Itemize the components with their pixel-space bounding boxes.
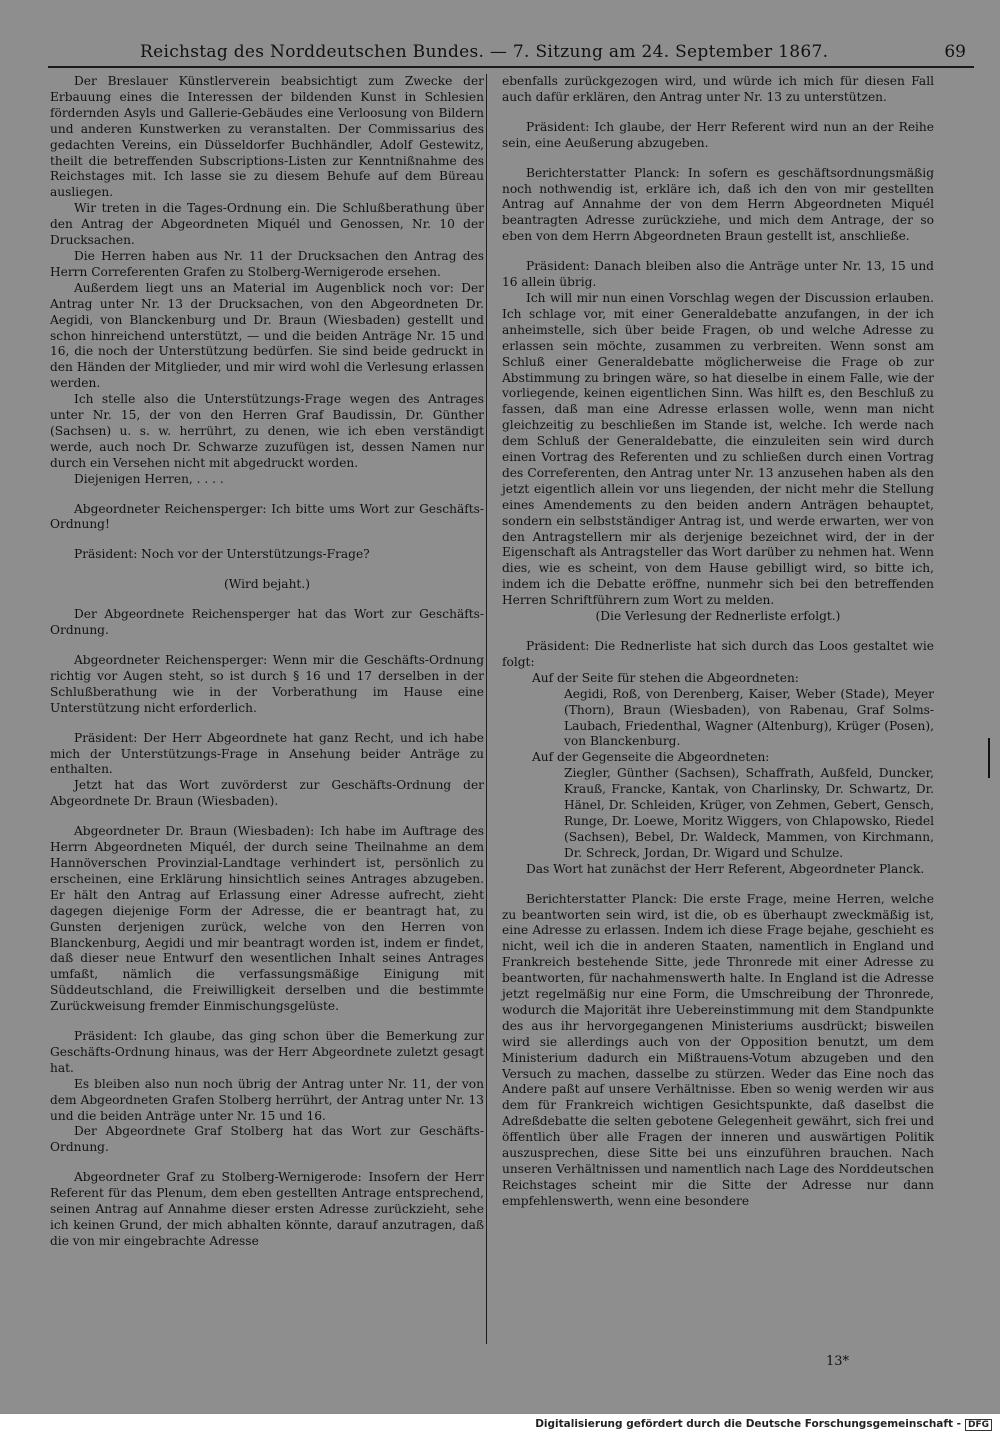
paragraph: Der Abgeordnete Reichensperger hat das Wort zur Geschäfts-Ordnung. [50,607,484,638]
stage-direction: (Die Verlesung der Rednerliste erfolgt.) [595,609,841,624]
list-heading: Auf der Seite für stehen die Abgeordneten: [532,670,799,685]
paragraph: Präsident: Ich glaube, das ging schon über die Bemerkung zur Geschäfts-Ordnung hinaus, was der Herr Abgeordnete zuletzt gesagt hat. [50,1029,484,1075]
paragraph: Die Herren haben aus Nr. 11 der Drucksachen den Antrag des Herrn Correferenten Grafen zu Stolberg-Wernigerode ersehen. [50,248,484,279]
paragraph: Präsident: Noch vor der Unterstützungs-Frage? [74,547,370,562]
paragraph: Ich will mir nun einen Vorschlag wegen der Discussion erlauben. Ich schlage vor, mit einer Generaldebatte anzufangen, in der ich anheimstelle, sich über beide Fragen, ob und welche Adresse zu erlassen sein möchte, zusammen zu verbreiten. Wenn sonst am Schluß einer Generaldebatte möglicherweise die Frage ob zur Abstimmung zu bringen wäre, so hat dieselbe in einem Falle, wie der vorliegende, keinen eigentlichen Sinn. Was hilft es, den Beschluß zu fassen, daß man eine Adresse erlassen wolle, wenn man nicht gleichzeitig zu beschließen im Stande ist, welche. Ich werde nach dem Schluß der Generaldebatte, die einzuleiten sein wird durch einen Vortrag des Referenten und zu schließen durch einen Vortrag des Correferenten, den Antrag unter Nr. 13 anzusehen haben als den jetzt eigentlich allein vor uns liegenden, der nicht mehr die Stellung eines Amendements zu den beiden andern Anträgen behauptet, sondern ein selbstständiger Antrag ist, und werde erwarten, wer von den Antragstellern mir als derjenige bezeichnet wird, der in der Eigenschaft als Antragsteller das Wort darüber zu nehmen hat. Wenn dies, wie es scheint, von dem Hause gebilligt wird, so bitte ich, indem ich die Debatte eröffne, nunmehr sich bei den betreffenden Herren Schriftführern zum Wort zu melden. [502,290,934,608]
paragraph: Wir treten in die Tages-Ordnung ein. Die Schlußberathung über den Antrag der Abgeordneten Miquél und Genossen, Nr. 10 der Drucksachen. [50,201,484,248]
paragraph: Außerdem liegt uns an Material im Augenblick noch vor: Der Antrag unter Nr. 13 der Drucksachen, von den Abgeordneten Dr. Aegidi, von Blanckenburg und Dr. Braun (Wiesbaden) gestellt und schon hinreichend unterstützt, — und die beiden Anträge Nr. 15 und 16, die noch der Unterstützung bedürfen. Sie sind beide gedruckt in den Händen der Mitglieder, und mir wird wohl die Verlesung erlassen werden. [50,280,484,391]
paragraph: Der Breslauer Künstlerverein beabsichtigt zum Zwecke der Erbauung eines die Interessen der bildenden Kunst in Schlesien fördernden Asyls und Gallerie-Gebäudes eine Verloosung von Bildern und anderen Kunstwerken zu veranstalten. Der Commissarius des gedachten Vereins, ein Düsseldorfer Buchhändler, Adolf Gestewitz, theilt die betreffenden Subscriptions-Listen zur Kenntnißnahme des Reichstages mit. Ich lasse sie zu diesem Behufe auf dem Büreau ausliegen. [50,74,484,200]
paragraph: Es bleiben also nun noch übrig der Antrag unter Nr. 11, der von dem Abgeordneten Grafen Stolberg herrührt, der Antrag unter Nr. 13 und die beiden Anträge unter Nr. 15 und 16. [50,1076,484,1123]
paragraph: Der Abgeordnete Graf Stolberg hat das Wort zur Geschäfts-Ordnung. [50,1124,484,1155]
stage-direction: (Wird bejaht.) [224,577,310,592]
paragraph: Berichterstatter Planck: In sofern es geschäftsordnungsmäßig noch nothwendig ist, erkläre ich, daß ich den von mir gestellten Antrag auf Annahme der von dem Herrn Abgeordneten Miquél beantragten Adresse zurückziehe, und mich dem Antrage, der so eben von dem Herrn Abgeordneten Braun gestellt ist, anschließe. [502,165,934,244]
digitization-footer [535,1418,992,1431]
running-header [40,42,970,66]
paragraph: ebenfalls zurückgezogen wird, und würde ich mich für diesen Fall auch dafür erklären, den Antrag unter Nr. 13 zu unterstützen. [502,74,934,104]
margin-mark [988,738,990,778]
paragraph: Präsident: Ich glaube, der Herr Referent wird nun an der Reihe sein, eine Aeußerung abzugeben. [502,119,934,150]
speaker-list-for: Aegidi, Roß, von Derenberg, Kaiser, Weber (Stade), Meyer (Thorn), Braun (Wiesbaden), von Rabenau, Graf Solms-Laubach, Friedenthal, Wagner (Altenburg), Krüger (Posen), von Blanckenburg. [564,686,934,749]
paragraph: Ich stelle also die Unterstützungs-Frage wegen des Antrages unter Nr. 15, der von den Herren Graf Baudissin, Dr. Günther (Sachsen) u. s. w. herrührt, zu denen, wie ich eben verständigt werde, auch noch Dr. Schwarze zuzufügen ist, dessen Namen nur durch ein Versehen nicht mit abgedruckt worden. [50,392,484,470]
list-heading: Auf der Gegenseite die Abgeordneten: [532,750,770,765]
header-title: Reichstag des Norddeutschen Bundes. — 7. Sitzung am 24. September 1867. [140,42,829,62]
paragraph: Berichterstatter Planck: Die erste Frage, meine Herren, welche zu beantworten sein wird, ist die, ob es überhaupt zweckmäßig ist, eine Adresse zu erlassen. Indem ich diese Frage bejahe, geschieht es nicht, weil ich die in anderen Staaten, namentlich in England und Frankreich bestehende Sitte, jede Thronrede mit einer Adresse zu beantworten, für nachahmenswerth halte. In England ist die Adresse jetzt regelmäßig nur eine Form, die Umschreibung der Thronrede, wodurch die Majorität ihre Uebereinstimmung mit dem Standpunkte des aus ihr hervorgegangenen Ministeriums ausdrückt; bisweilen wird sie allerdings auch von der Opposition benutzt, um dem Ministerium dadurch ein Mißtrauens-Votum abzugeben und den Versuch zu machen, dasselbe zu stürzen. Weder das Eine noch das Andere paßt auf unsere Verhältnisse. Eben so wenig werden wir aus dem für Frankreich wichtigen Gesichtspunkte, daß daselbst die Adreßdebatte die selten gebotene Gelegenheit gewährt, sich frei und öffentlich über alle Fragen der inneren und auswärtigen Politik auszusprechen, diese Sitte bei uns einzuführen brauchen. Nach unseren Verhältnissen und namentlich nach Lage des Norddeutschen Reichstages scheint mir die Sitte der Adresse nur dann empfehlenswerth, wenn eine besondere [502,891,934,1208]
paragraph: Das Wort hat zunächst der Herr Referent, Abgeordneter Planck. [526,861,925,876]
column-divider [486,74,487,1344]
paragraph: Präsident: Die Rednerliste hat sich durch das Loos gestaltet wie folgt: [502,639,934,669]
paragraph: Abgeordneter Reichensperger: Wenn mir die Geschäfts-Ordnung richtig vor Augen steht, so ist durch § 16 und 17 derselben in der Schlußberathung wie in der Vorberathung im Hause eine Unterstützung nicht erforderlich. [50,653,484,715]
paragraph: Jetzt hat das Wort zuvörderst zur Geschäfts-Ordnung der Abgeordnete Dr. Braun (Wiesbaden). [50,778,484,809]
paragraph: Abgeordneter Reichensperger: Ich bitte ums Wort zur Geschäfts-Ordnung! [50,501,484,532]
header-rule [48,66,974,68]
paragraph: Abgeordneter Dr. Braun (Wiesbaden): Ich habe im Auftrage des Herrn Abgeordneten Miquél, der durch seine Theilnahme an dem Hannöverschen Provinzial-Landtage verhindert ist, persönlich zu erscheinen, eine Erklärung hinsichtlich seines Antrages abzugeben. Er hält den Antrag auf Erlassung einer Adresse aufrecht, zieht dagegen diejenige Form der Adresse, die er beantragt hat, zu Gunsten derjenigen zurück, welche von den Herren von Blanckenburg, Aegidi und mir beantragt worden ist, indem er findet, daß dieser neue Entwurf den wesentlichen Inhalt seines Antrages umfaßt, nämlich die verfassungsmäßige Einigung mit Süddeutschland, die Freiwilligkeit derselben und die bestimmte Zurückweisung fremder Einmischungsgelüste. [50,824,484,1014]
dfg-logo: DFG [965,1419,992,1431]
paragraph: Präsident: Danach bleiben also die Anträge unter Nr. 13, 15 und 16 allein übrig. [502,259,934,290]
paragraph: Präsident: Der Herr Abgeordnete hat ganz Recht, und ich habe mich der Unterstützungs-Frage in Ansehung beider Anträge zu enthalten. [50,730,484,777]
paragraph: Diejenigen Herren, . . . . [74,471,224,486]
footer-text: Digitalisierung gefördert durch die Deutsche Forschungsgemeinschaft - [535,1418,961,1430]
right-column [502,74,934,1210]
page-number: 69 [944,42,966,62]
signature-mark: 13* [826,1354,850,1369]
speaker-list-against: Ziegler, Günther (Sachsen), Schaffrath, Außfeld, Duncker, Krauß, Francke, Kantak, von Charlinsky, Dr. Schwartz, Dr. Hänel, Dr. Schleiden, Krüger, von Zehmen, Gebert, Gensch, Runge, Dr. Loewe, Moritz Wiggers, von Chlapowsko, Riedel (Sachsen), Bebel, Dr. Waldeck, Mammen, von Kirchmann, Dr. Schreck, Jordan, Dr. Wigard und Schulze. [564,766,934,860]
left-column [50,74,484,1250]
paragraph: Abgeordneter Graf zu Stolberg-Wernigerode: Insofern der Herr Referent für das Plenum, dem eben gestellten Antrage entsprechend, seinen Antrag auf Annahme dieser ersten Adresse zurückzieht, sehe ich keinen Grund, der mich abhalten könnte, darauf anzutragen, daß die von mir eingebrachte Adresse [50,1170,484,1248]
